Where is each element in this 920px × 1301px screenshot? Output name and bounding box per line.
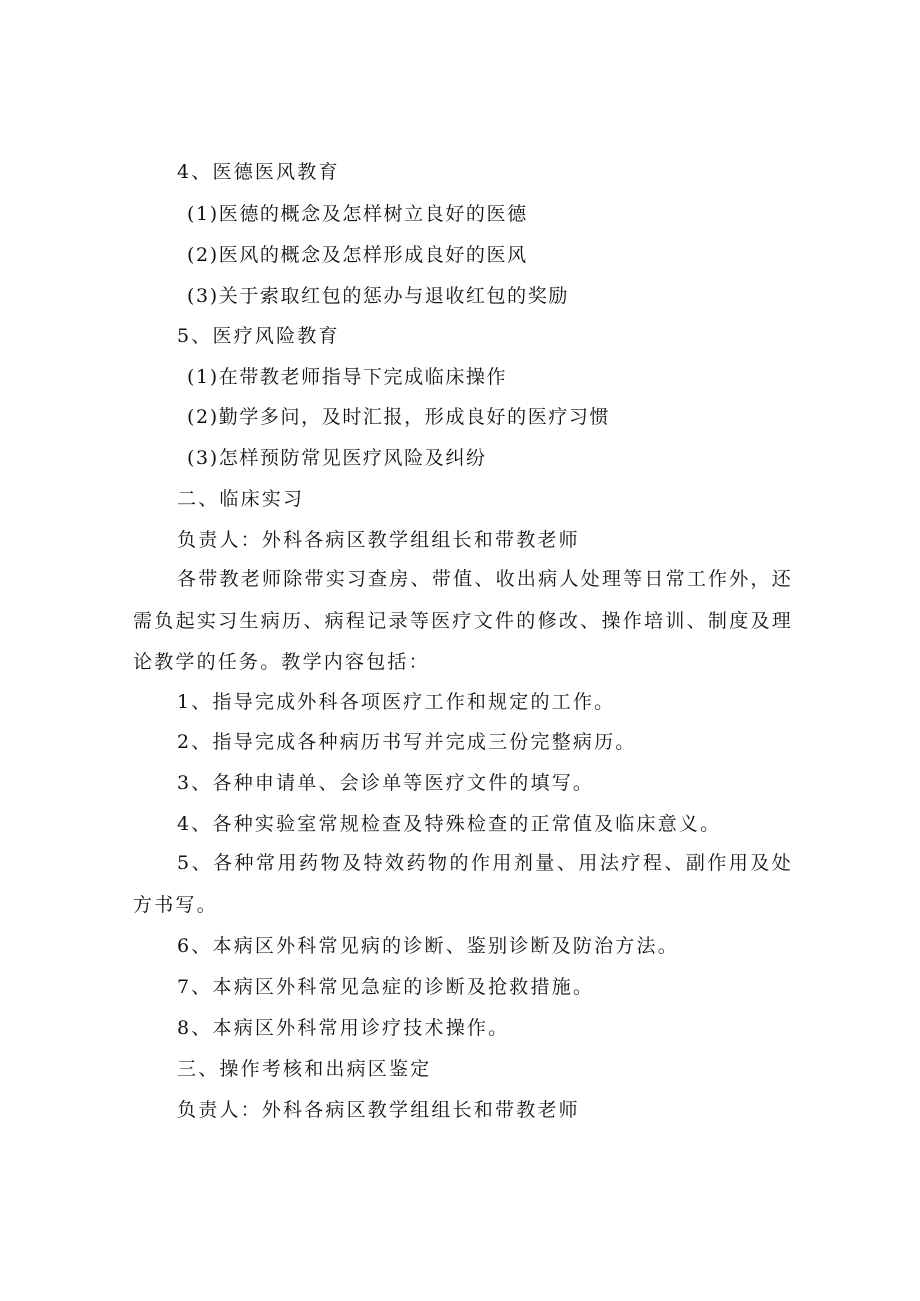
body-paragraph: 各带教老师除带实习查房、带值、收出病人处理等日常工作外，还需负起实习生病历、病程记录等医疗文件的修改、操作培训、制度及理论教学的任务。教学内容包括： bbox=[133, 568, 793, 673]
responsible-person-line: 负责人：外科各病区教学组组长和带教老师 bbox=[177, 529, 580, 551]
list-item: (2)医风的概念及怎样形成良好的医风 bbox=[187, 244, 528, 266]
list-item: (1)在带教老师指导下完成临床操作 bbox=[187, 366, 508, 388]
list-item: 4、各种实验室常规检查及特殊检查的正常值及临床意义。 bbox=[177, 813, 722, 835]
section-heading-medical-risk: 5、医疗风险教育 bbox=[177, 325, 340, 347]
section-heading-clinical-internship: 二、临床实习 bbox=[177, 488, 305, 510]
responsible-person-line: 负责人：外科各病区教学组组长和带教老师 bbox=[177, 1099, 580, 1121]
list-item: (2)勤学多问，及时汇报，形成良好的医疗习惯 bbox=[187, 406, 611, 428]
list-item: 1、指导完成外科各项医疗工作和规定的工作。 bbox=[177, 691, 616, 713]
list-item: (3)怎样预防常见医疗风险及纠纷 bbox=[187, 447, 487, 469]
body-paragraph: 5、各种常用药物及特效药物的作用剂量、用法疗程、副作用及处方书写。 bbox=[133, 852, 793, 916]
list-item: 7、本病区外科常见急症的诊断及抢救措施。 bbox=[177, 976, 595, 998]
list-item: (3)关于索取红包的惩办与退收红包的奖励 bbox=[187, 285, 569, 307]
list-item: 2、指导完成各种病历书写并完成三份完整病历。 bbox=[177, 731, 637, 753]
section-heading-medical-ethics: 4、医德医风教育 bbox=[177, 161, 340, 183]
list-item: 8、本病区外科常用诊疗技术操作。 bbox=[177, 1017, 510, 1039]
list-item: (1)医德的概念及怎样树立良好的医德 bbox=[187, 203, 528, 225]
list-item: 6、本病区外科常见病的诊断、鉴别诊断及防治方法。 bbox=[177, 935, 679, 957]
section-heading-assessment: 三、操作考核和出病区鉴定 bbox=[177, 1058, 432, 1080]
list-item: 3、各种申请单、会诊单等医疗文件的填写。 bbox=[177, 772, 595, 794]
